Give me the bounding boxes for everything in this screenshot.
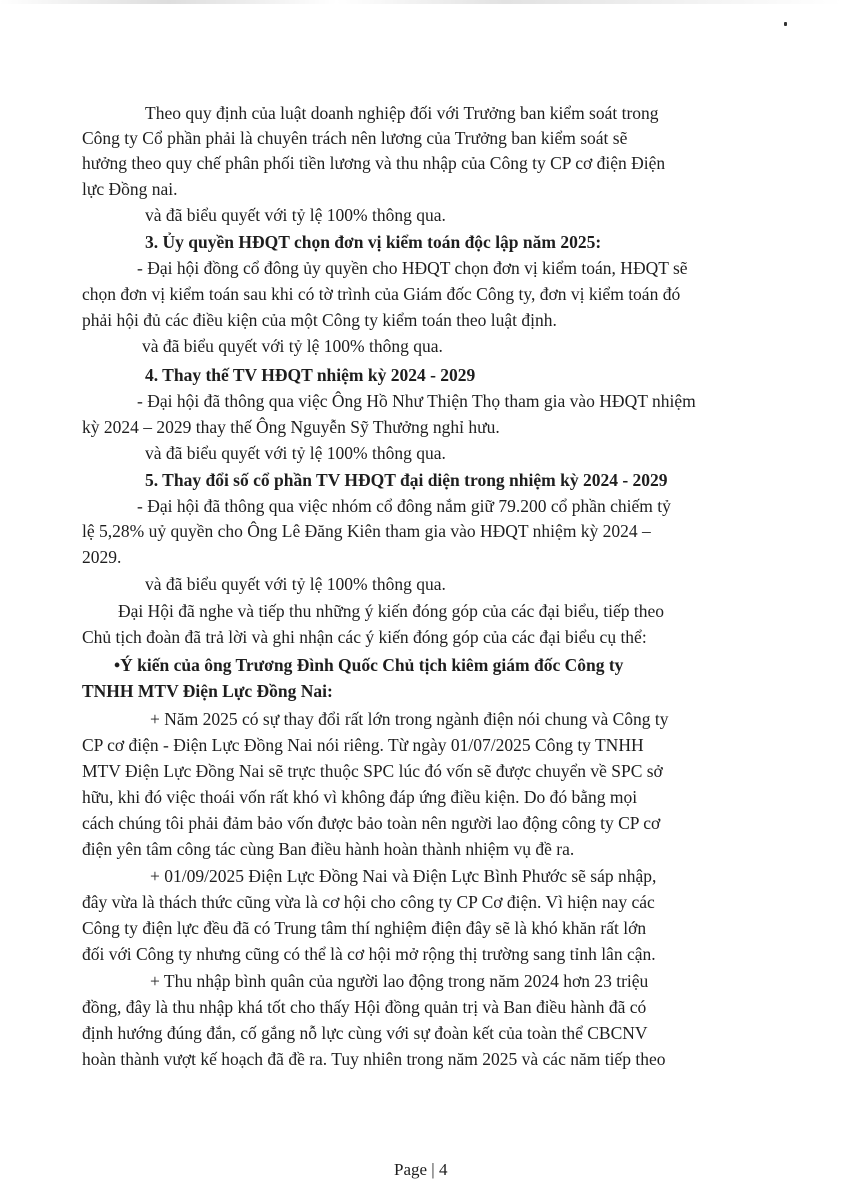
text-line: Công ty Cổ phần phải là chuyên trách nên lương của Trưởng ban kiểm soát sẽ — [82, 128, 628, 148]
text-line: định hướng đúng đắn, cố gắng nỗ lực cùng với sự đoàn kết của toàn thể CBCNV — [82, 1023, 648, 1043]
section-heading: 5. Thay đổi số cổ phần TV HĐQT đại diện trong nhiệm kỳ 2024 - 2029 — [145, 470, 668, 490]
text-line: Công ty điện lực đều đã có Trung tâm thí nghiệm điện đây sẽ là khó khăn rất lớn — [82, 918, 647, 938]
text-line: đối với Công ty nhưng cũng có thể là cơ hội mở rộng thị trường sang tỉnh lân cận. — [82, 944, 656, 964]
text-line: và đã biểu quyết với tỷ lệ 100% thông qua. — [142, 336, 443, 356]
text-line: và đã biểu quyết với tỷ lệ 100% thông qua. — [145, 574, 446, 594]
text-line: + 01/09/2025 Điện Lực Đồng Nai và Điện Lực Bình Phước sẽ sáp nhập, — [150, 866, 657, 886]
text-line: - Đại hội đã thông qua việc nhóm cổ đông nắm giữ 79.200 cổ phần chiếm tỷ — [137, 496, 671, 516]
text-line: đồng, đây là thu nhập khá tốt cho thấy Hội đồng quản trị và Ban điều hành đã có — [82, 997, 647, 1017]
text-line: lệ 5,28% uỷ quyền cho Ông Lê Đăng Kiên tham gia vào HĐQT nhiệm kỳ 2024 – — [82, 521, 651, 541]
text-line: đây vừa là thách thức cũng vừa là cơ hội cho công ty CP Cơ điện. Vì hiện nay các — [82, 892, 655, 912]
text-line: phải hội đủ các điều kiện của một Công ty kiểm toán theo luật định. — [82, 310, 557, 330]
text-line: chọn đơn vị kiểm toán sau khi có tờ trình của Giám đốc Công ty, đơn vị kiểm toán đó — [82, 284, 681, 304]
opinion-heading: •Ý kiến của ông Trương Đình Quốc Chủ tịch kiêm giám đốc Công ty — [114, 655, 624, 675]
text-line: lực Đồng nai. — [82, 179, 178, 199]
text-line: - Đại hội đồng cổ đông ủy quyền cho HĐQT chọn đơn vị kiểm toán, HĐQT sẽ — [137, 258, 688, 278]
text-line: hưởng theo quy chế phân phối tiền lương và thu nhập của Công ty CP cơ điện Điện — [82, 153, 666, 173]
text-line: hữu, khi đó việc thoái vốn rất khó vì không đáp ứng điều kiện. Do đó bằng mọi — [82, 787, 638, 807]
text-line: Chủ tịch đoàn đã trả lời và ghi nhận các ý kiến đóng góp của các đại biểu cụ thể: — [82, 627, 647, 647]
text-line: và đã biểu quyết với tỷ lệ 100% thông qua. — [145, 205, 446, 225]
text-line: kỳ 2024 – 2029 thay thế Ông Nguyễn Sỹ Thưởng nghỉ hưu. — [82, 417, 500, 437]
text-line: MTV Điện Lực Đồng Nai sẽ trực thuộc SPC lúc đó vốn sẽ được chuyển về SPC sở — [82, 761, 663, 781]
text-line: CP cơ điện - Điện Lực Đồng Nai nói riêng. Từ ngày 01/07/2025 Công ty TNHH — [82, 735, 644, 755]
page-number: Page | 4 — [394, 1160, 448, 1179]
text-line: + Năm 2025 có sự thay đổi rất lớn trong ngành điện nói chung và Công ty — [150, 709, 669, 729]
text-line: cách chúng tôi phải đảm bảo vốn được bảo toàn nên người lao động công ty CP cơ — [82, 813, 661, 833]
text-line: 2029. — [82, 547, 122, 567]
text-line: + Thu nhập bình quân của người lao động trong năm 2024 hơn 23 triệu — [150, 971, 649, 991]
text-line: - Đại hội đã thông qua việc Ông Hồ Như Thiện Thọ tham gia vào HĐQT nhiệm — [137, 391, 696, 411]
text-line: điện yên tâm công tác cùng Ban điều hành hoàn thành nhiệm vụ đề ra. — [82, 839, 575, 859]
text-line: và đã biểu quyết với tỷ lệ 100% thông qua. — [145, 443, 446, 463]
section-heading: 3. Ủy quyền HĐQT chọn đơn vị kiểm toán độc lập năm 2025: — [145, 232, 602, 252]
text-line: Theo quy định của luật doanh nghiệp đối với Trưởng ban kiểm soát trong — [145, 103, 659, 123]
opinion-heading: TNHH MTV Điện Lực Đồng Nai: — [82, 681, 333, 701]
text-line: hoàn thành vượt kế hoạch đã đề ra. Tuy nhiên trong năm 2025 và các năm tiếp theo — [82, 1049, 666, 1069]
text-line: Đại Hội đã nghe và tiếp thu những ý kiến đóng góp của các đại biểu, tiếp theo — [118, 601, 665, 621]
section-heading: 4. Thay thế TV HĐQT nhiệm kỳ 2024 - 2029 — [145, 365, 476, 385]
